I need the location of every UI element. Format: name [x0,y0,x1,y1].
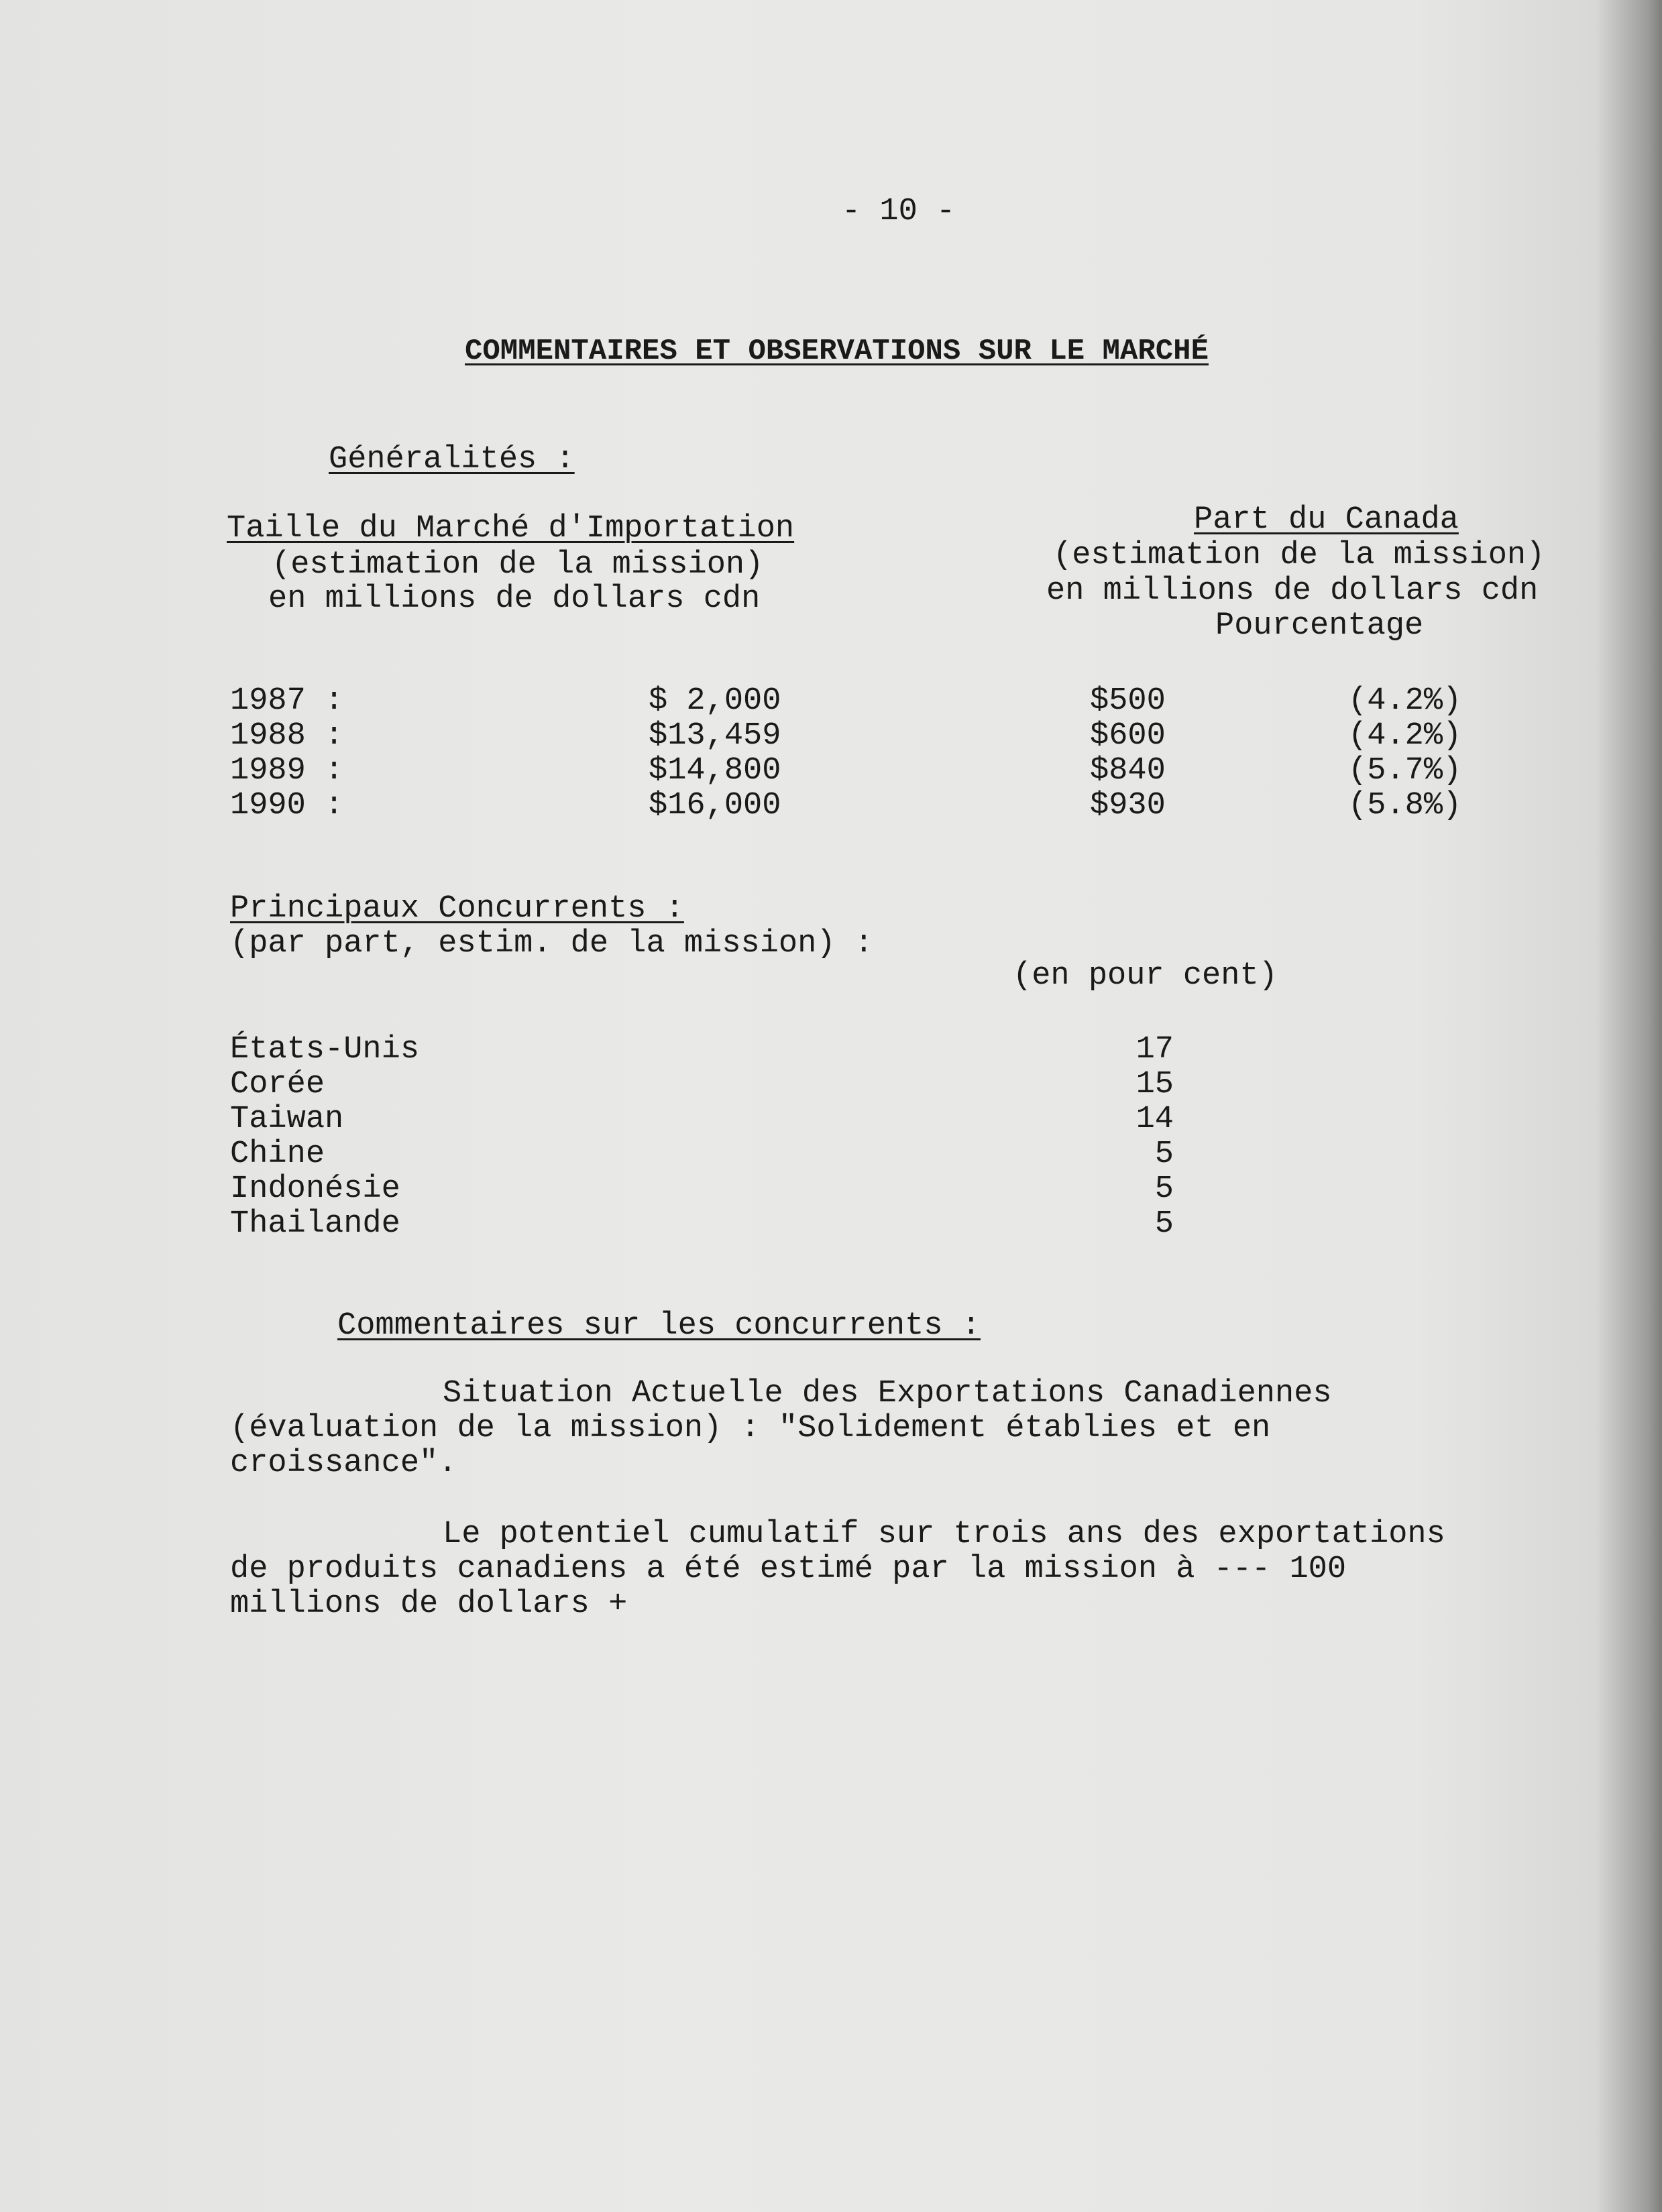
table-row [0,754,1662,789]
comments-para2-line1: Le potentiel cumulatif sur trois ans des exportations [443,1517,1445,1552]
canada-value-cell: $840 [1090,753,1166,789]
competitors-heading: Principaux Concurrents : [230,891,684,927]
share-cell: 5 [1154,1137,1174,1172]
country-cell: Corée [230,1067,325,1102]
import-market-sub1: (estimation de la mission) [272,547,764,583]
canada-value-cell: $500 [1090,683,1166,719]
country-cell: États-Unis [230,1032,420,1067]
comments-para1-line1: Situation Actuelle des Exportations Canadiennes [443,1376,1332,1411]
year-cell: 1988 : [230,718,344,754]
year-cell: 1990 : [230,788,344,823]
table-row [0,789,1662,823]
share-cell: 15 [1135,1067,1174,1102]
table-row [0,1137,1662,1172]
country-cell: Chine [230,1137,325,1172]
section-heading: Généralités : [329,442,575,477]
comments-para1-line3: croissance". [230,1446,457,1481]
canada-value-cell: $930 [1090,788,1166,823]
import-value-cell: $14,800 [649,753,781,789]
canada-share-sub1: (estimation de la mission) [1053,538,1545,573]
comments-para1-line2: (évaluation de la mission) : "Solidement établies et en [230,1411,1271,1446]
import-value-cell: $13,459 [649,718,781,754]
competitors-unit: (en pour cent) [1013,958,1278,994]
table-row [0,1172,1662,1207]
percentage-cell: (4.2%) [1348,683,1462,719]
share-cell: 14 [1135,1102,1174,1137]
page-title: COMMENTAIRES ET OBSERVATIONS SUR LE MARCHÉ [465,335,1209,368]
country-cell: Indonésie [230,1171,400,1207]
comments-para2-line3: millions de dollars + [230,1586,628,1622]
percentage-cell: (5.7%) [1348,753,1462,789]
country-cell: Thailande [230,1206,400,1242]
share-cell: 5 [1154,1206,1174,1242]
competitors-sub: (par part, estim. de la mission) : [230,926,873,962]
import-market-sub2: en millions de dollars cdn [268,581,761,617]
table-row [0,1207,1662,1242]
table-row [0,1102,1662,1137]
canada-value-cell: $600 [1090,718,1166,754]
canada-share-heading: Part du Canada [1194,502,1459,538]
country-cell: Taiwan [230,1102,344,1137]
year-cell: 1989 : [230,753,344,789]
year-cell: 1987 : [230,683,344,719]
table-row [0,684,1662,719]
import-value-cell: $ 2,000 [649,683,781,719]
table-row [0,719,1662,754]
page-number: - 10 - [842,194,956,229]
share-cell: 17 [1135,1032,1174,1067]
table-row [0,1067,1662,1102]
comments-para2-line2: de produits canadiens a été estimé par la mission à --- 100 [230,1552,1347,1587]
comments-heading: Commentaires sur les concurrents : [337,1308,981,1344]
import-value-cell: $16,000 [649,788,781,823]
import-market-heading: Taille du Marché d'Importation [227,511,795,546]
canada-share-sub3: Pourcentage [1215,608,1424,644]
percentage-cell: (4.2%) [1348,718,1462,754]
table-row [0,1033,1662,1067]
percentage-cell: (5.8%) [1348,788,1462,823]
share-cell: 5 [1154,1171,1174,1207]
canada-share-sub2: en millions de dollars cdn [1046,573,1539,609]
